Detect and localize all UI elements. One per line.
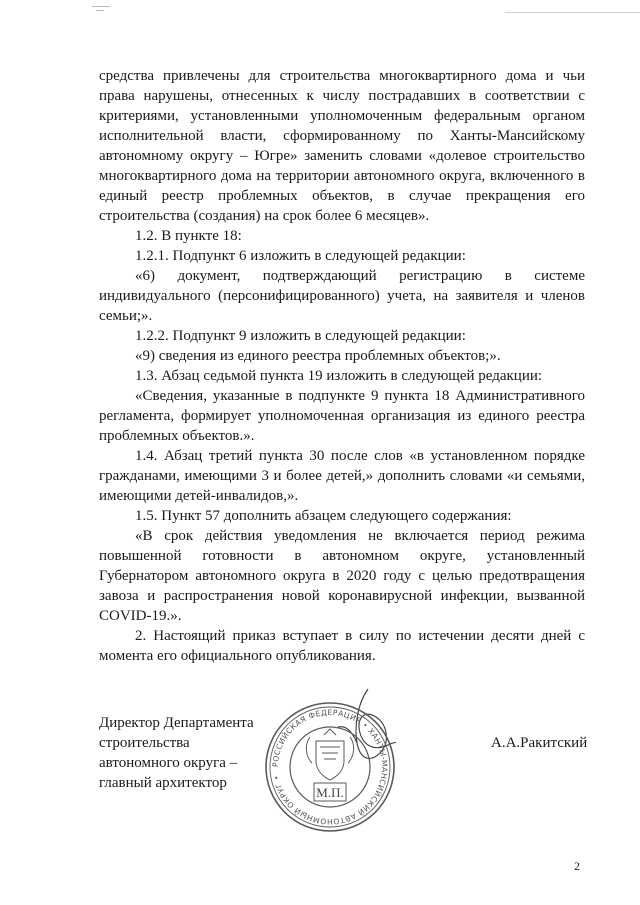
- scan-artifact: [92, 6, 110, 7]
- official-seal: [264, 685, 396, 870]
- paragraph: средства привлечены для строительства многоквартирного дома и чьи права нарушены, отнесенных к числу пострадавших в соответствии с критериями, установленными уполномоченным федеральным органом исполнительной власти, сформированному по Ханты-Мансийскому автономному округу – Югре» заменить словами «долевое строительство многоквартирного дома на территории автономного округа, включенного в единый реестр проблемных объектов, в случае прекращения его строительства (создания) на срок более 6 месяцев».: [99, 68, 585, 224]
- scan-artifact: [96, 10, 104, 11]
- document-body: [99, 66, 585, 666]
- coat-of-arms-icon: [306, 729, 353, 780]
- signatory-title-line: автономного округа –: [99, 755, 238, 771]
- paragraph: 1.3. Абзац седьмой пункта 19 изложить в следующей редакции:: [135, 368, 543, 384]
- seal-outer-text: РОССИЙСКАЯ ФЕДЕРАЦИЯ • ХАНТЫ-МАНСИЙСКИЙ АВТОНОМНЫЙ ОКРУГ •: [270, 707, 390, 827]
- signer-name: А.А.Ракитский: [491, 735, 588, 751]
- page-number: 2: [574, 859, 580, 873]
- signatory-title-line: строительства: [99, 735, 190, 751]
- paragraph: 1.2.1. Подпункт 6 изложить в следующей редакции:: [135, 248, 466, 264]
- paragraph: 1.5. Пункт 57 дополнить абзацем следующего содержания:: [135, 508, 512, 524]
- paragraph: 1.2. В пункте 18:: [135, 228, 242, 244]
- signatory-title-line: Директор Департамента: [99, 715, 254, 731]
- signatory-title-line: главный архитектор: [99, 775, 227, 791]
- paragraph: «Сведения, указанные в подпункте 9 пункта 18 Административного регламента, формирует уполномоченная организация из единого реестра проблемных объектов.».: [99, 388, 585, 444]
- svg-text:РОССИЙСКАЯ ФЕДЕРАЦИЯ • ХАНТЫ-М: [271, 708, 389, 826]
- scan-artifact: [505, 12, 640, 13]
- paragraph: «9) сведения из единого реестра проблемных объектов;».: [135, 348, 501, 364]
- paragraph: «В срок действия уведомления не включается период режима повышенной готовности в автономном округе, установленный Губернатором автономного округа в 2020 году с целью предотвращения завоза и распространения новой коронавирусной инфекции, вызванной COVID-19.».: [99, 528, 585, 624]
- signatory-title: [99, 713, 254, 793]
- paragraph: «6) документ, подтверждающий регистрацию в системе индивидуального (персонифицированного) учета, на заявителя и членов семьи;».: [99, 268, 585, 324]
- paragraph: 1.4. Абзац третий пункта 30 после слов «в установленном порядке гражданами, имеющими 3 и более детей,» дополнить словами «и семьями, имеющими детей-инвалидов,».: [99, 448, 585, 504]
- seal-center-text: М.П.: [316, 785, 344, 800]
- paragraph: 1.2.2. Подпункт 9 изложить в следующей редакции:: [135, 328, 466, 344]
- paragraph: 2. Настоящий приказ вступает в силу по истечении десяти дней с момента его официального опубликования.: [99, 628, 585, 664]
